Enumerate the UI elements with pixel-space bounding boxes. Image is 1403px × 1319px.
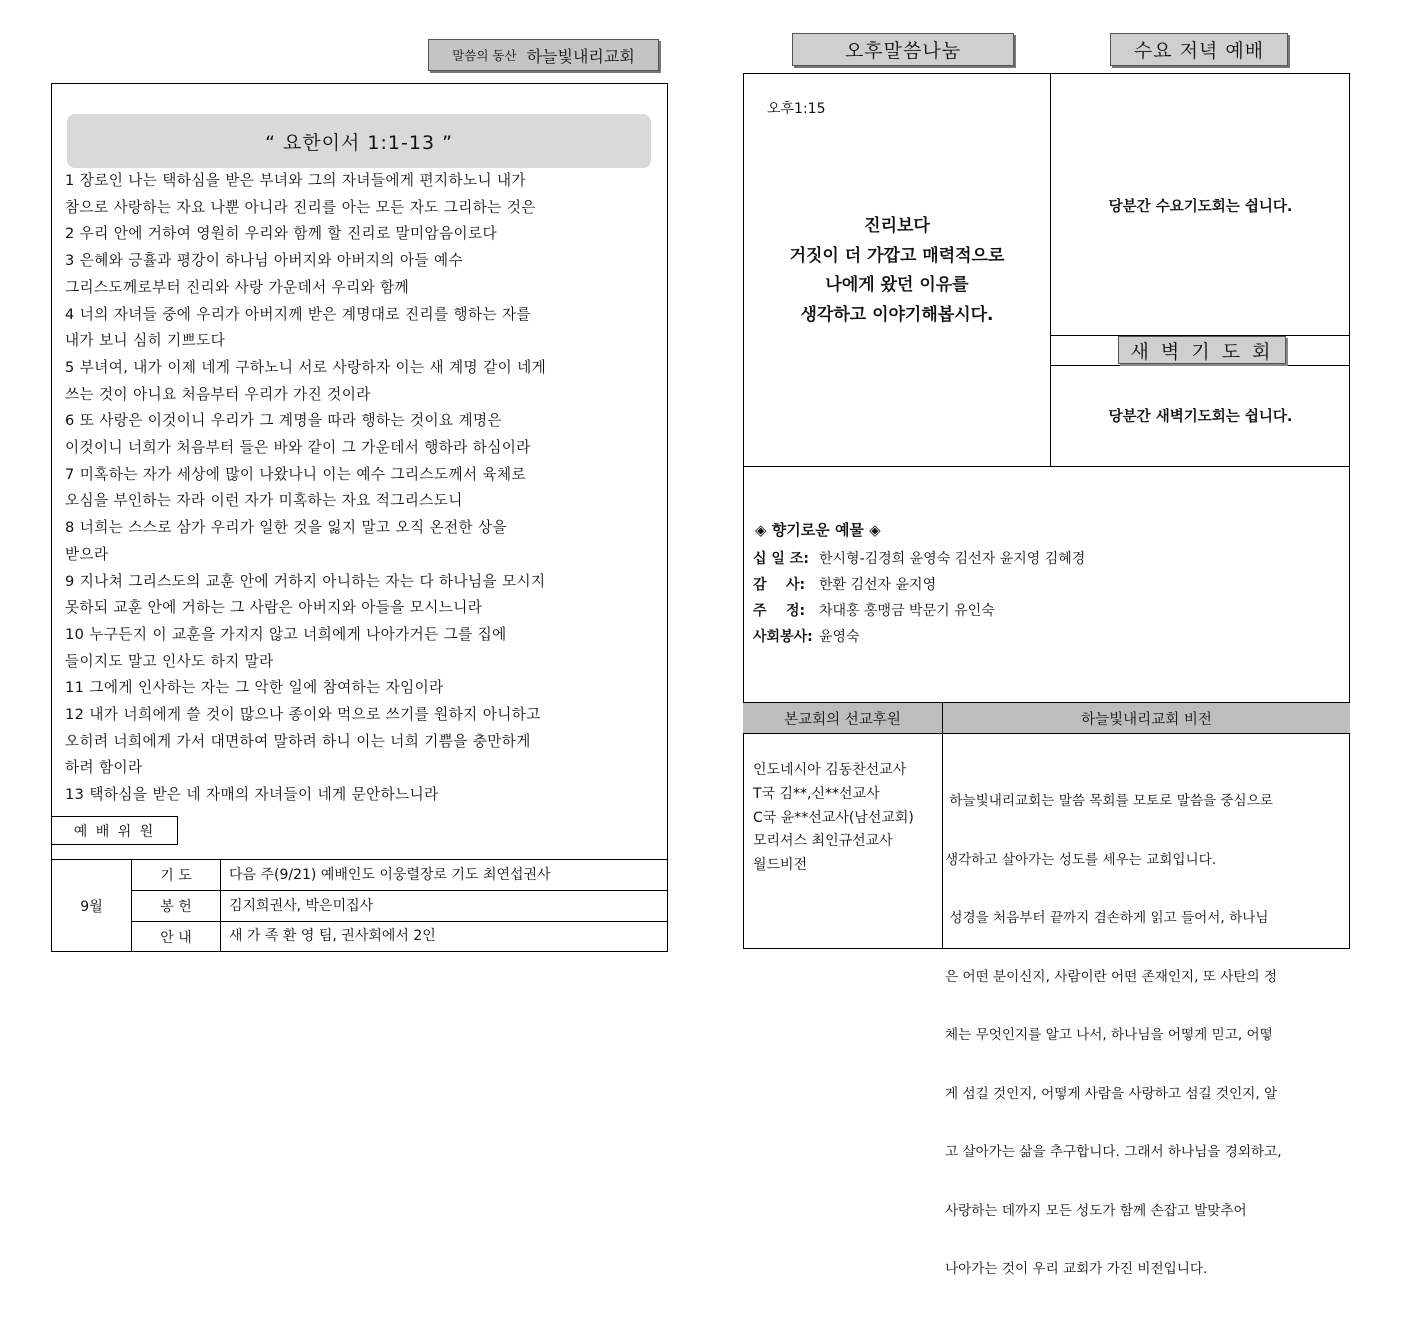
sharing-message-line: 거짓이 더 가깝고 매력적으로 (789, 245, 1005, 266)
verse-line: 4 너의 자녀들 중에 우리가 아버지께 받은 계명대로 진리를 행하는 자를 (65, 305, 532, 323)
mission-item: 월드비전 (753, 857, 808, 874)
verse-line: 오히려 너희에게 가서 대면하여 말하려 하니 이는 너희 기쁨을 충만하게 (65, 732, 531, 750)
verse-line: 1 장로인 나는 택하심을 받은 부녀와 그의 자녀들에게 편지하노니 내가 (65, 172, 526, 189)
verse-line: 8 너희는 스스로 삼가 우리가 일한 것을 잃지 말고 오직 온전한 상을 (65, 519, 508, 537)
role-value-cell: 다음 주(9/21) 예배인도 이웅렬장로 기도 최연섭권사 (221, 860, 667, 891)
sharing-time: 오후1:15 (767, 101, 826, 117)
role-cell: 기 도 (132, 860, 221, 891)
scripture-text (65, 168, 660, 809)
mission-item: 모리셔스 최인규선교사 (753, 833, 893, 850)
offerings-title: ◈ 향기로운 예물 ◈ (755, 521, 881, 539)
offering-row (753, 572, 1333, 598)
mission-item: C국 윤**선교사(남선교회) (753, 809, 914, 826)
divider (743, 466, 1350, 467)
month-cell: 9월 (52, 860, 132, 951)
offering-label: 사회봉사: (753, 629, 813, 645)
offering-names: 한환 김선자 윤지영 (819, 577, 937, 593)
vision-line: 나아가는 것이 우리 교회가 가진 비전입니다. (945, 1261, 1208, 1277)
vision-line: 은 어떤 분이신지, 사람이란 어떤 존재인지, 또 사탄의 정 (945, 968, 1278, 985)
sharing-message-line: 진리보다 (864, 216, 930, 236)
verse-line: 11 그에게 인사하는 자는 그 악한 일에 참여하는 자임이라 (65, 679, 444, 697)
sharing-message-line: 나에게 왔던 이유를 (825, 275, 969, 295)
tab-wednesday-service: 수요 저녁 예배 (1110, 33, 1288, 66)
tab-dawn-prayer: 새 벽 기 도 회 (1118, 336, 1286, 364)
wednesday-notice: 당분간 수요기도회는 쉽니다. (1108, 198, 1293, 215)
verse-line: 받으라 (65, 545, 109, 563)
verse-line: 내가 보니 심히 기쁘도다 (65, 332, 226, 350)
verse-line: 그리스도께로부터 진리와 사랑 가운데서 우리와 함께 (65, 278, 410, 296)
offering-row (753, 598, 1333, 624)
mission-item: T국 김**,신**선교사 (753, 785, 880, 802)
scripture-title-bar (67, 114, 651, 168)
verse-line: 쓰는 것이 아니요 처음부터 우리가 가진 것이라 (65, 385, 371, 403)
church-name: 하늘빛내리교회 (526, 46, 635, 66)
offering-row (753, 624, 1333, 650)
verse-line: 하려 함이라 (65, 759, 143, 777)
divider (1050, 365, 1350, 366)
offering-label: 감 사: (753, 577, 806, 593)
sharing-message-line: 생각하고 이야기해봅시다. (800, 304, 994, 325)
verse-line: 5 부녀여, 내가 이제 네게 구하노니 서로 사랑하자 이는 새 계명 같이 네게 (65, 358, 547, 376)
verse-line: 13 택하심을 받은 네 자매의 자녀들이 네게 문안하느니라 (65, 786, 439, 804)
offering-names: 차대홍 홍맹금 박문기 유인숙 (819, 603, 995, 619)
verse-line: 참으로 사랑하는 자요 나뿐 아니라 진리를 아는 모든 자도 그리하는 것은 (65, 198, 536, 216)
missions-header: 본교회의 선교후원 (743, 703, 943, 734)
vision-line: 체는 무엇인지를 알고 나서, 하나님을 어떻게 믿고, 어떻 (945, 1027, 1273, 1043)
role-cell: 안 내 (132, 922, 221, 951)
tab-afternoon-sharing: 오후말씀나눔 (792, 33, 1014, 66)
church-header (428, 39, 659, 71)
verse-line: 들이지도 말고 인사도 하지 말라 (65, 652, 274, 670)
verse-line: 6 또 사랑은 이것이니 우리가 그 계명을 따라 행하는 것이요 계명은 (65, 412, 503, 430)
missions-list (753, 759, 914, 878)
verse-line: 이것이니 너희가 처음부터 들은 바와 같이 그 가운데서 행하라 하심이라 (65, 439, 531, 457)
role-cell: 봉 헌 (132, 891, 221, 922)
vision-line: 게 섬길 것인지, 어떻게 사람을 사랑하고 섬길 것인지, 알 (945, 1085, 1278, 1102)
dawn-notice: 당분간 새벽기도회는 쉽니다. (1108, 408, 1293, 425)
mission-vision-table (743, 702, 1350, 1277)
mission-item: 인도네시아 김동찬선교사 (753, 762, 907, 778)
offering-row (753, 546, 1333, 572)
church-header-prefix: 말씀의 동산 (452, 48, 517, 63)
vision-line: 성경을 처음부터 끝까지 겸손하게 읽고 들어서, 하나님 (945, 910, 1269, 926)
verse-line: 오심을 부인하는 자라 이런 자가 미혹하는 자요 적그리스도니 (65, 492, 463, 510)
verse-line: 9 지나쳐 그리스도의 교훈 안에 거하지 아니하는 자는 다 하나님을 모시지 (65, 572, 546, 590)
vision-line: 하늘빛내리교회는 말씀 목회를 모토로 말씀을 중심으로 (945, 793, 1273, 809)
offering-names: 윤영숙 (819, 629, 860, 645)
role-value-cell: 새 가 족 환 영 팀, 권사회에서 2인 (229, 928, 436, 944)
vision-line: 사랑하는 데까지 모든 성도가 함께 손잡고 발맞추어 (945, 1202, 1247, 1219)
worship-committee-label: 예 배 위 원 (51, 816, 178, 845)
divider (942, 734, 943, 949)
offering-names: 한시형-김경희 윤영숙 김선자 윤지영 김혜경 (819, 551, 1086, 567)
verse-line: 10 누구든지 이 교훈을 가지지 않고 너희에게 나아가거든 그를 집에 (65, 625, 507, 643)
verse-line: 7 미혹하는 자가 세상에 많이 나왔나니 이는 예수 그리스도께서 육체로 (65, 465, 526, 483)
offering-label: 주 정: (753, 603, 806, 619)
verse-line: 못하되 교훈 안에 거하는 그 사람은 아버지와 아들을 모시느니라 (65, 599, 483, 617)
vision-line: 생각하고 살아가는 성도를 세우는 교회입니다. (945, 851, 1217, 868)
verse-line: 3 은혜와 긍휼과 평강이 하나님 아버지와 아버지의 아들 예수 (65, 252, 463, 270)
offering-label: 십 일 조: (753, 551, 809, 567)
vision-header: 하늘빛내리교회 비전 (943, 703, 1350, 734)
verse-line: 12 내가 너희에게 쓸 것이 많으나 종이와 먹으로 쓰기를 원하지 아니하고 (65, 706, 541, 724)
offerings-list (753, 546, 1333, 650)
role-value-cell: 김지희권사, 박은미집사 (221, 891, 667, 922)
sharing-message (744, 212, 1050, 330)
vision-text (945, 753, 1347, 1319)
vision-line: 고 살아가는 삶을 추구합니다. 그래서 하나님을 경외하고, (945, 1144, 1282, 1160)
scripture-title: “ 요한이서 1:1-13 ” (265, 131, 453, 154)
worship-committee-table (51, 859, 668, 952)
verse-line: 2 우리 안에 거하여 영원히 우리와 함께 할 진리로 말미암음이로다 (65, 225, 497, 243)
